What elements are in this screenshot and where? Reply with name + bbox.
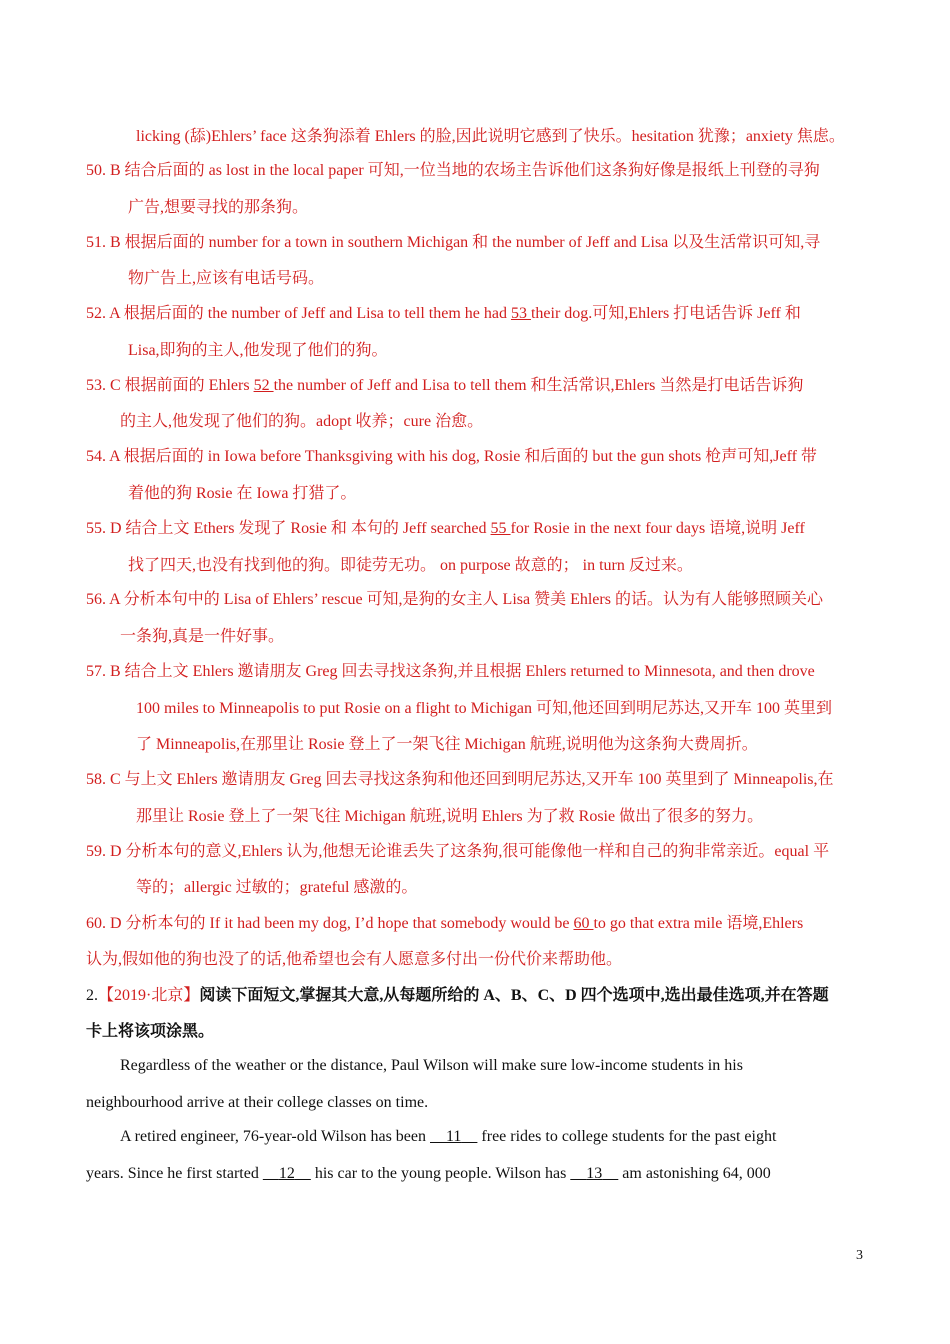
- explanation-53-line1: 53. C 根据前面的 Ehlers 52 the number of Jeff and Lisa to tell them 和生活常识,Ehlers 当然是打电话告诉狗: [86, 377, 804, 394]
- explanation-58-line1: 58. C 与上文 Ehlers 邀请朋友 Greg 回去寻找这条狗和他还回到明尼苏达,又开车 100 英里到了 Minneapolis,在: [86, 771, 834, 788]
- passage-line: A retired engineer, 76-year-old Wilson has been 11 free rides to college students for the past eight: [120, 1128, 777, 1145]
- passage-line: Regardless of the weather or the distance, Paul Wilson will make sure low-income students in his: [120, 1057, 743, 1074]
- explanation-57-line3: 了 Minneapolis,在那里让 Rosie 登上了一架飞往 Michigan 航班,说明他为这条狗大费周折。: [136, 736, 758, 753]
- blank-55: 55: [490, 520, 511, 537]
- explanation-54-line1: 54. A 根据后面的 in Iowa before Thanksgiving with his dog, Rosie 和后面的 but the gun shots 枪声可知,Jeff 带: [86, 448, 817, 465]
- passage-line: neighbourhood arrive at their college classes on time.: [86, 1094, 429, 1111]
- explanation-56-line2: 一条狗,真是一件好事。: [120, 628, 285, 645]
- explanation-59-line1: 59. D 分析本句的意义,Ehlers 认为,他想无论谁丢失了这条狗,很可能像他一样和自己的狗非常亲近。equal 平: [86, 843, 830, 860]
- explanation-59-line2: 等的；allergic 过敏的；grateful 感激的。: [136, 879, 418, 896]
- explanation-55-line2: 找了四天,也没有找到他的狗。即徒劳无功。 on purpose 故意的； in turn 反过来。: [128, 557, 693, 574]
- explanation-58-line2: 那里让 Rosie 登上了一架飞往 Michigan 航班,说明 Ehlers 为了救 Rosie 做出了很多的努力。: [136, 808, 764, 825]
- explanation-60-line2: 认为,假如他的狗也没了的话,他希望也会有人愿意多付出一份代价来帮助他。: [86, 951, 623, 968]
- explanation-50-line1: 50. B 结合后面的 as lost in the local paper 可知,一位当地的农场主告诉他们这条狗好像是报纸上刊登的寻狗: [86, 162, 820, 179]
- explanation-56-line1: 56. A 分析本句中的 Lisa of Ehlers’ rescue 可知,是狗的女主人 Lisa 赞美 Ehlers 的话。认为有人能够照顾关心: [86, 591, 823, 608]
- explanation-55-line1: 55. D 结合上文 Ethers 发现了 Rosie 和 本句的 Jeff searched 55 for Rosie in the next four days 语境,说明 Jeff: [86, 520, 805, 537]
- explanation-57-line1: 57. B 结合上文 Ehlers 邀请朋友 Greg 回去寻找这条狗,并且根据 Ehlers returned to Minnesota, and then drove: [86, 663, 815, 680]
- source-tag: 【2019·北京】: [98, 987, 200, 1004]
- passage-line: years. Since he first started 12 his car to the young people. Wilson has 13 am astonishing 64, 000: [86, 1165, 771, 1182]
- explanation-57-line2: 100 miles to Minneapolis to put Rosie on a flight to Michigan 可知,他还回到明尼苏达,又开车 100 英里到: [136, 700, 832, 717]
- explanation-53-line2: 的主人,他发现了他们的狗。adopt 收养；cure 治愈。: [120, 413, 484, 430]
- explanation-52-line2: Lisa,即狗的主人,他发现了他们的狗。: [128, 342, 388, 359]
- page-number: 3: [856, 1248, 863, 1263]
- blank-11: 11: [446, 1128, 462, 1145]
- blank-53: 53: [510, 305, 531, 322]
- explanation-51-line2: 物广告上,应该有电话号码。: [128, 270, 325, 287]
- blank-12: 12: [278, 1165, 295, 1182]
- section-heading-line1: 2.【2019·北京】阅读下面短文,掌握其大意,从每题所给的 A、B、C、D 四个选项中,选出最佳选项,并在答题: [86, 987, 829, 1004]
- explanation-50-line2: 广告,想要寻找的那条狗。: [128, 199, 309, 216]
- explanation-52-line1: 52. A 根据后面的 the number of Jeff and Lisa to tell them he had 53 their dog.可知,Ehlers 打电话告诉 Jeff 和: [86, 305, 801, 322]
- blank-60: 60: [573, 915, 594, 932]
- blank-13: 13: [586, 1165, 603, 1182]
- explanation-60-line1: 60. D 分析本句的 If it had been my dog, I’d hope that somebody would be 60 to go that extra mile 语境,Ehlers: [86, 915, 804, 932]
- blank-52: 52: [253, 377, 274, 394]
- explanation-line: licking (舔)Ehlers’ face 这条狗添着 Ehlers 的脸,因此说明它感到了快乐。hesitation 犹豫；anxiety 焦虑。: [136, 128, 845, 145]
- section-heading-line2: 卡上将该项涂黑。: [86, 1023, 215, 1040]
- explanation-51-line1: 51. B 根据后面的 number for a town in southern Michigan 和 the number of Jeff and Lisa 以及生活常识可知,寻: [86, 234, 821, 251]
- explanation-54-line2: 着他的狗 Rosie 在 Iowa 打猎了。: [128, 485, 357, 502]
